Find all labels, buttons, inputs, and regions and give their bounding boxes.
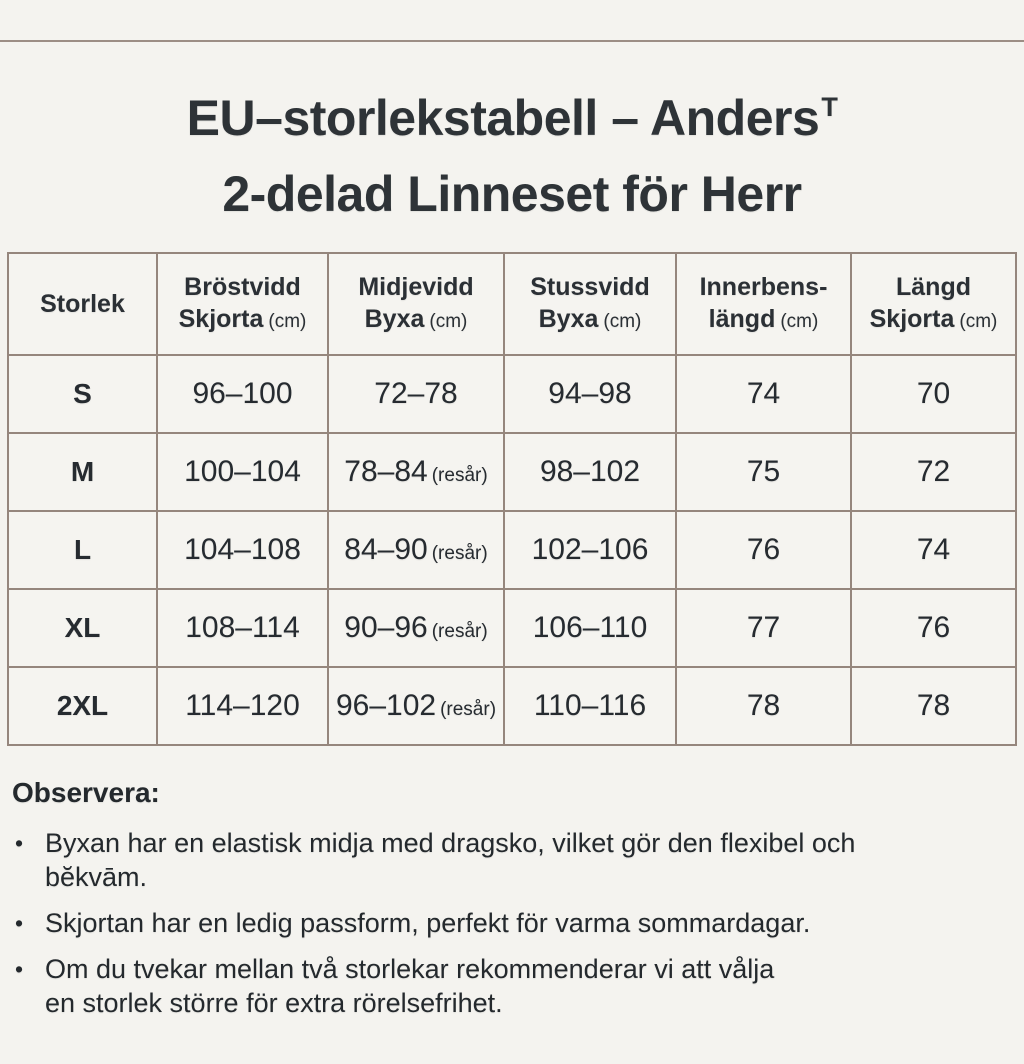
note-line: Skjortan har en ledig passform, perfekt för varma sommardagar. [45,908,811,938]
col-header-storlek [8,253,157,355]
page-title [0,84,1024,228]
note-text [45,906,1010,940]
cell-text: 84–90 [344,533,428,566]
cell-text: 76 [916,611,951,644]
cell-text: 75 [746,455,781,488]
cell-text: 104–108 [184,533,301,566]
header-row [8,253,1016,355]
list-item [12,826,1010,894]
col-header-garment: Byxa [364,304,425,333]
cell-text: 78 [746,689,781,722]
col-header-label: Midjevidd [358,272,474,301]
col-header-subline [158,303,327,338]
size-value: XL [8,589,157,667]
col-header-label: Stussvidd [530,272,650,301]
table-row-2xl [8,667,1016,745]
waist-note: (resår) [431,621,488,642]
cell-text: 96–102 [335,689,437,722]
size-value: M [8,433,157,511]
cell-text: 96–100 [192,377,293,410]
bullet-icon: • [15,910,24,936]
col-header-label: Bröstvidd [184,272,301,301]
note-line: Byxan har en elastisk midja med dragsko, vilket gör den flexibel och [45,828,856,858]
col-header-label: Längd [896,272,971,301]
waist-value [328,355,504,433]
col-header-label: Storlek [40,290,125,318]
length-value [851,589,1016,667]
cell-text: 110–116 [533,689,647,722]
cell-text: 90–96 [344,611,428,644]
hip-value [504,667,676,745]
col-header-unit: (cm) [603,310,642,332]
hip-value [504,589,676,667]
note-text [45,952,1010,1020]
col-header-langd [851,253,1016,355]
col-header-unit: (cm) [268,310,307,332]
col-header-subline [505,303,675,338]
chest-value [157,433,328,511]
chest-value [157,511,328,589]
note-text [45,826,1010,894]
cell-text: 72–78 [374,377,458,410]
waist-note: (resår) [431,465,488,486]
inseam-value [676,433,851,511]
inseam-value [676,511,851,589]
notes-heading: Observera: [12,777,160,808]
table-row-l [8,511,1016,589]
col-header-label: Innerbens- [699,272,828,301]
col-header-stussvidd [504,253,676,355]
note-line: Om du tvekar mellan två storlekar rekommenderar vi att vålja [45,954,775,984]
inseam-value [676,589,851,667]
cell-text: 94–98 [548,377,632,410]
col-header-garment: Skjorta [869,304,955,333]
table-row-s [8,355,1016,433]
length-value [851,433,1016,511]
col-header-unit: (cm) [959,310,998,332]
col-header-garment: Byxa [538,304,599,333]
cell-text: 108–114 [185,611,300,644]
col-header-unit: (cm) [780,310,819,332]
cell-text: 74 [916,533,951,566]
chest-value [157,355,328,433]
col-header-subline [677,303,850,338]
waist-value [328,511,504,589]
col-header-unit: (cm) [429,310,468,332]
cell-text: 102–106 [531,533,649,566]
table-row-xl [8,589,1016,667]
col-header-garment: Skjorta [178,304,264,333]
hip-value [504,511,676,589]
length-value [851,355,1016,433]
cell-text: 70 [916,377,951,410]
list-item [12,952,1010,1020]
col-header-subline [329,303,503,338]
col-header-subline [852,303,1015,338]
top-divider-line [0,40,1024,42]
page-title-superscript: T [821,92,838,122]
inseam-value [676,355,851,433]
page-title-line2: 2-delad Linneset för Herr [222,166,802,222]
note-line: en storlek större för extra rörelsefrihet. [45,988,503,1018]
cell-text: 74 [746,377,781,410]
chest-value [157,667,328,745]
cell-text: 72 [916,455,951,488]
size-value: 2XL [8,667,157,745]
waist-value [328,589,504,667]
cell-text: 98–102 [539,455,641,488]
cell-text: 100–104 [184,455,301,488]
length-value [851,667,1016,745]
waist-note: (resår) [431,543,488,564]
bullet-icon: • [15,830,24,856]
hip-value [504,355,676,433]
cell-text: 78 [916,689,951,722]
page-title-line1-text: EU–storlekstabell – Anders [186,90,820,146]
length-value [851,511,1016,589]
page-title-line1 [0,84,1024,160]
cell-text: 76 [746,533,781,566]
size-table [7,252,1017,746]
notes-section [12,776,1010,1020]
size-value: L [8,511,157,589]
col-header-brostvidd [157,253,328,355]
hip-value [504,433,676,511]
inseam-value [676,667,851,745]
waist-value [328,433,504,511]
cell-text: 77 [746,611,781,644]
chest-value [157,589,328,667]
list-item [12,906,1010,940]
waist-value [328,667,504,745]
col-header-midjevidd [328,253,504,355]
col-header-garment: längd [708,304,776,333]
bullet-icon: • [15,956,24,982]
note-line: bĕkvām. [45,862,148,892]
col-header-innerbenslangd [676,253,851,355]
table-row-m [8,433,1016,511]
waist-note: (resår) [440,699,497,720]
size-table-header [8,253,1016,355]
cell-text: 106–110 [532,611,648,644]
size-value: S [8,355,157,433]
size-table-body [8,355,1016,745]
cell-text: 78–84 [344,455,428,488]
cell-text: 114–120 [185,689,300,722]
